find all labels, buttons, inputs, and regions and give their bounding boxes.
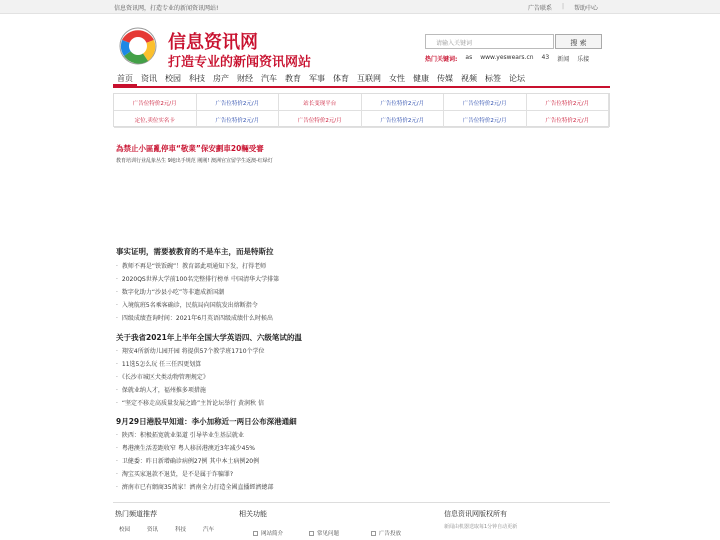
help-center-link[interactable]: 帮助中心 bbox=[573, 5, 598, 12]
footer-channel-link[interactable]: 汽车 bbox=[203, 527, 215, 533]
section-title[interactable]: 事实证明，需要被教育的不是车主，而是特斯拉 bbox=[116, 247, 274, 256]
ad-slot[interactable]: 定位,卖位实名卡 bbox=[114, 111, 197, 128]
section-title[interactable]: 9月29日港股早知道：李小加称近一两日公布深港通細 bbox=[116, 417, 297, 426]
ad-slot[interactable]: 站长变现平台 bbox=[279, 94, 362, 111]
ad-slot[interactable]: 广告位特价2元/月 bbox=[197, 111, 280, 128]
footer-channel-link[interactable]: 资讯 bbox=[147, 527, 159, 533]
hot-keywords-label: 热门关键词: bbox=[425, 56, 458, 63]
headline-sub[interactable]: 教育培训行业乱象丛生 9地出手规范 刚刚! 澳洲官宣留学生返澳-红绿灯 bbox=[116, 158, 273, 164]
nav-item[interactable]: 视频 bbox=[461, 74, 477, 83]
main-nav bbox=[113, 70, 610, 88]
nav-item[interactable]: 科技 bbox=[189, 74, 205, 83]
top-bar bbox=[0, 0, 720, 14]
nav-item[interactable]: 传媒 bbox=[437, 74, 453, 83]
nav-item[interactable]: 健康 bbox=[413, 74, 429, 83]
site-title[interactable]: 信息资讯网 bbox=[168, 32, 258, 53]
ad-slot[interactable]: 广告位特价2元/月 bbox=[362, 94, 445, 111]
list-item[interactable]: · 教师不再是“铁饭碗”！教育部此项通知下发，打得老师 bbox=[116, 260, 279, 273]
welcome-text: 信息资讯网，打造专业的新闻资讯网站! bbox=[114, 5, 219, 12]
globe-logo-icon[interactable] bbox=[118, 26, 158, 66]
nav-item[interactable]: 教育 bbox=[285, 74, 301, 83]
ad-slot[interactable]: 广告位特价2元/月 bbox=[527, 111, 610, 128]
search-placeholder: 请输入关键词 bbox=[436, 40, 473, 47]
footer-copyright-title: 信息资讯网版权所有 bbox=[444, 510, 507, 518]
ad-grid bbox=[113, 93, 610, 127]
ad-slot[interactable]: 广告位特价2元/月 bbox=[197, 94, 280, 111]
ad-contact-link[interactable]: 广告联系 bbox=[527, 5, 552, 12]
hot-keyword[interactable]: as bbox=[465, 54, 473, 61]
hot-keyword[interactable]: www.yeswears.cn bbox=[480, 54, 534, 61]
list-item[interactable]: · 11选5怎么玩 任三任四更划算 bbox=[116, 358, 265, 371]
footer-function-link[interactable] bbox=[309, 529, 339, 537]
footer-function-link[interactable] bbox=[253, 529, 283, 537]
info-icon bbox=[253, 531, 258, 536]
headline-title[interactable]: 為禁止小區亂停車“敬業”保安劃車20輛受審 bbox=[116, 144, 264, 153]
news-list bbox=[116, 429, 274, 494]
footer-functions-title: 相关功能 bbox=[239, 510, 267, 518]
hot-keyword[interactable]: 43 bbox=[541, 54, 550, 61]
list-item[interactable]: · 四级成绩查询时间：2021年6月英语四级成绩什么时候出 bbox=[116, 312, 279, 325]
nav-item[interactable]: 互联网 bbox=[357, 74, 381, 83]
list-item[interactable]: · 陕西：积极拓宽就业渠道 引导毕业生基层就业 bbox=[116, 429, 274, 442]
hot-keyword[interactable]: 乐接 bbox=[577, 56, 590, 63]
footer bbox=[113, 502, 610, 540]
nav-item[interactable]: 标签 bbox=[485, 74, 501, 83]
footer-channel-link[interactable]: 校园 bbox=[119, 527, 131, 533]
nav-item[interactable]: 资讯 bbox=[141, 74, 157, 83]
site-slogan: 打造专业的新闻资讯网站 bbox=[168, 55, 312, 70]
nav-item-home[interactable]: 首页 bbox=[113, 70, 137, 86]
search-input[interactable] bbox=[425, 34, 554, 49]
nav-item[interactable]: 校园 bbox=[165, 74, 181, 83]
divider: | bbox=[561, 3, 564, 10]
ad-slot[interactable]: 广告位特价2元/月 bbox=[279, 111, 362, 128]
nav-item[interactable]: 房产 bbox=[213, 74, 229, 83]
ad-slot[interactable]: 广告位特价2元/月 bbox=[527, 94, 610, 111]
list-item[interactable]: · 粤港澳生活差距收窄 粤人移居港澳近3年减少45% bbox=[116, 442, 274, 455]
megaphone-icon bbox=[371, 531, 376, 536]
nav-item[interactable]: 财经 bbox=[237, 74, 253, 83]
list-item[interactable]: · 入境航班5名乘客确诊，民航局向国航发出熔断指令 bbox=[116, 299, 279, 312]
list-item[interactable]: · 保就业纳人才，福州推多项措施 bbox=[116, 384, 265, 397]
list-item[interactable]: · 数字化助力“沙县小吃”等非遗成新国潮 bbox=[116, 286, 279, 299]
list-item[interactable]: · 卫健委：昨日新增确诊病例27例 其中本土病例20例 bbox=[116, 455, 274, 468]
list-item[interactable]: · 翔安4所新幼儿园开园 将提供57个教学班1710个学位 bbox=[116, 345, 265, 358]
section-title[interactable]: 关于我省2021年上半年全国大学英语四、六级笔试的温 bbox=[116, 333, 302, 342]
ad-slot[interactable]: 广告位特价2元/月 bbox=[114, 94, 197, 111]
list-item[interactable]: · 2020QS世界大学前100名完整排行榜单 中国清华大学排第 bbox=[116, 273, 279, 286]
footer-function-link[interactable] bbox=[371, 529, 401, 537]
news-list bbox=[116, 345, 265, 410]
nav-item[interactable]: 体育 bbox=[333, 74, 349, 83]
footer-channels-title: 热门频道推荐 bbox=[115, 510, 157, 518]
question-icon bbox=[309, 531, 314, 536]
nav-item[interactable]: 女性 bbox=[389, 74, 405, 83]
ad-slot[interactable]: 广告位特价2元/月 bbox=[444, 111, 527, 128]
hot-keywords bbox=[425, 54, 589, 63]
footer-function-label: 常见问题 bbox=[317, 531, 340, 537]
footer-copyright-sub: 新闻由机器送取每1分钟自动更新 bbox=[444, 524, 518, 530]
list-item[interactable]: · 濟南市已有網商35萬家！濟南全力打造全國直播經濟總部 bbox=[116, 481, 274, 494]
footer-function-label: 网站简介 bbox=[261, 531, 284, 537]
list-item[interactable]: · “坚定不移走高质量发展之路”主旨论坛举行 黄润秋 信 bbox=[116, 397, 265, 410]
list-item[interactable]: · 《长沙市城区犬类动物管理规定》 bbox=[116, 371, 265, 384]
ad-slot[interactable]: 广告位特价2元/月 bbox=[444, 94, 527, 111]
hot-keyword[interactable]: 新闻 bbox=[557, 56, 570, 63]
ad-slot[interactable]: 广告位特价2元/月 bbox=[362, 111, 445, 128]
footer-function-label: 广告投放 bbox=[379, 531, 402, 537]
search-button[interactable]: 搜 索 bbox=[555, 34, 602, 49]
top-links bbox=[528, 3, 598, 12]
nav-item[interactable]: 论坛 bbox=[509, 74, 525, 83]
news-list bbox=[116, 260, 279, 325]
list-item[interactable]: · 淘宝买家退款不退货，是不是属于诈骗罪? bbox=[116, 468, 274, 481]
nav-item[interactable]: 军事 bbox=[309, 74, 325, 83]
footer-channel-link[interactable]: 科技 bbox=[175, 527, 187, 533]
nav-item[interactable]: 汽车 bbox=[261, 74, 277, 83]
